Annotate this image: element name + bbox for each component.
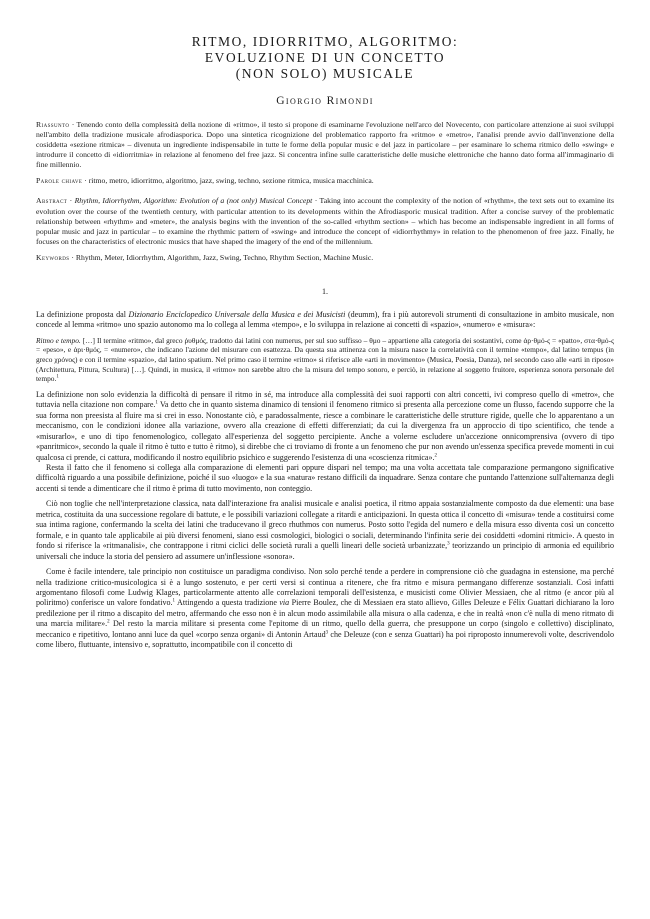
paper-title	[36, 34, 614, 82]
p5-text-d: Del resto la marcia militare si presenta come l'epitome di un ritmo, quello della guerra, che presuppone un corpo (singolo e collettivo) disciplinato, meccanico e ripetitivo, lontano anni luce da quel «corpo senza organi» di Antonin Artaud	[36, 619, 615, 639]
keywords-it-text: ritmo, metro, idiorritmo, algoritmo, jazz, swing, techno, sezione ritmica, musica macchinica.	[88, 176, 374, 186]
p4-text: Ciò non toglie che nell'interpretazione classica, nata dall'interazione fra analisi musicale e analisi poetica, il ritmo appaia sostanzialmente composto da due elementi: una base metrica, costituita da una successione regolare di battute, e le possibili variazioni collegate a ritardi e anticipazioni. In questa ottica il concetto di «misura» tende a costituirsi come sua intima ragione, confermando la scelta dei latini che traducevano il greco rhuthmos con numerus. Posto sotto l'egida del numero e della misura esso diventa così un concetto formale, e in quanto tale applicabile ai più diversi fenomeni, siano essi cosmologici, biologici o sociali, determinando l'infinita serie dei cosiddetti «domini ritmici». A questo in fondo si riferisce la «ritmanalisi», che contrappone i ritmi ciclici delle società rurali a quelli lineari delle società urbanizzate,	[36, 499, 614, 551]
footnote-ref: 2	[434, 452, 438, 458]
title-line-2: EVOLUZIONE DI UN CONCETTO	[204, 50, 446, 65]
abstract-italian: Riassunto · Tenendo conto della complessità della nozione di «ritmo», il testo si propone di esaminarne l'evoluzione nell'arco del Novecento, con particolare attenzione ai suoi sviluppi nell'ambito della tradizione musicale afrodiasporica. Dopo una sintetica ricognizione del problematico rapporto fra «ritmo» e «metro», l'analisi prende avvio dall'invenzione della cosiddetta «sezione ritmica» – divenuta un ingrediente indispensabile in tutte le forme della popular music e del jazz in particolare – per esaminare lo schema ritmico dello «swing» e introdurre il concetto di «idiorritmia» in relazione al fenomeno del free jazz. Si concentra infine sulle caratteristiche delle musiche elettroniche che hanno dato forma all'immaginario di fine millennio.	[36, 120, 615, 170]
p5-text-b: Attingendo a questa tradizione	[177, 598, 277, 608]
paragraph-4	[36, 499, 614, 562]
footnote-ref: 3	[325, 630, 329, 636]
section-number: 1.	[322, 286, 328, 296]
paragraph-5	[36, 567, 614, 651]
p5-text-e: che Deleuze (con e senza Guattari) ha poi riproposto innumerevoli volte, descrivendolo come libero, fluttuante, intensivo e, soprattutto, incompatibile con il concetto di	[36, 629, 614, 650]
abstract-en-text: Taking into account the complexity of the notion of «rhythm», the text sets out to examine its evolution over the course of the twentieth century, with particular attention to its developments within the Afrodiasporic musical tradition. After a concise survey of the problematic relationship between «rhythm» and «meter», the analysis begins with the invention of the so-called «rhythm section» – which has become an indispensable ingredient in all forms of popular music and jazz in particular – to examine the rhythmic pattern of «swing» and introduce the concept of «idiorrhythmy» in relation to the phenomenon of free jazz. Finally, he focuses on the characteristics of electronic musics that have shaped the imagery of the end of the millennium.	[36, 196, 615, 246]
abstract-english: Abstract · Rhythm, Idiorrhythm, Algorithm: Evolution of a (not only) Musical Concept · Taking into account the complexity of the notion of «rhythm», the text sets out to examine its evolution over the course of the twentieth century, with particular attention to its developments within the Afrodiasporic musical tradition. After a concise survey of the problematic relationship between «rhythm» and «meter», the analysis begins with the invention of the so-called «rhythm section» – which has become an indispensable ingredient in all forms of popular music and jazz in particular – to examine the rhythmic pattern of «swing» and introduce the concept of «idiorrhythmy» in relation to the phenomenon of free jazz. Finally, he focuses on the characteristics of electronic musics that have shaped the imagery of the end of the millennium.	[36, 196, 615, 246]
abstract-en-title: Rhythm, Idiorrhythm, Algorithm: Evolution of a (not only) Musical Concept	[74, 196, 313, 206]
abstract-en-label: Abstract	[36, 196, 68, 206]
author-name: Giorgio Rimondi	[276, 95, 374, 107]
footnote-ref: 1	[155, 400, 158, 406]
keywords-english: Keywords · Rhythm, Meter, Idiorrhythm, Algorithm, Jazz, Swing, Techno, Rhythm Section, Machine Music.	[36, 252, 374, 262]
footnote-ref: 2	[107, 619, 110, 625]
footnote-ref: 1	[56, 374, 59, 380]
quote-lead: Ritmo e tempo.	[36, 335, 81, 345]
p4-rest: teorizzando un principio di armonia ed equilibrio universali che induce la storia del pensiero ad assumere un'inflessione «sonora».	[36, 541, 614, 561]
p1-text-c: (deumm), fra i più autorevoli strumenti di consultazione in ambito musicale, non concede al lemma «ritmo» uno spazio autonomo ma lo collega al lemma «tempo», e lo sviluppa in relazione ai concetti di «spazio», «numero» e «misura»:	[36, 309, 614, 330]
keywords-italian: Parole chiave · ritmo, metro, idiorritmo, algoritmo, jazz, swing, techno, sezione ritmica, musica macchinica.	[36, 176, 374, 186]
abstract-it-label: Riassunto	[36, 120, 70, 129]
title-line-3: (NON SOLO) MUSICALE	[235, 66, 415, 81]
footnote-ref: 3	[447, 541, 450, 547]
paragraph-3: Resta il fatto che il fenomeno si collega alla comparazione di elementi pari oppure dispari nel tempo; ma una volta accettata tale comparazione permangono significative difficoltà riguardo a una possibile definizione, poiché il suo «luogo» e la sua «natura» restano difficili da inquadrare. Senza contare che puntando l'attenzione sull'alternanza degli accenti si tende a dimenticare che il ritmo è prima di tutto movimento, non conteggio.	[36, 462, 614, 493]
keywords-en-label: Keywords	[36, 252, 70, 262]
p1-dictionary-title: Dizionario Enciclopedico Universale della Musica e dei Musicisti	[128, 309, 346, 319]
p5-via: via	[279, 598, 290, 608]
abstract-it-text: Tenendo conto della complessità della nozione di «ritmo», il testo si propone di esaminarne l'evoluzione nell'arco del Novecento, con particolare attenzione ai suoi sviluppi nell'ambito della tradizione musicale afrodiasporica. Dopo una sintetica ricognizione del problematico rapporto fra «ritmo» e «metro», l'analisi prende avvio dall'invenzione della cosiddetta «sezione ritmica» – divenuta un ingrediente indispensabile in tutte le forme della popular music e del jazz in particolare – per esaminare lo schema ritmico dello «swing» e introdurre il concetto di «idiorritmia» in relazione al fenomeno del free jazz. Si concentra infine sulle caratteristiche delle musiche elettroniche che hanno dato forma all'immaginario di fine millennio.	[36, 120, 615, 170]
p5-text-a: Come è facile intendere, tale principio non costituisce un paradigma condiviso. Non solo perché tende a perdere in comprensione ciò che guadagna in estensione, ma perché nella tradizione critico-musicologica si è a lungo sostenuto, e per certi versi si continua a ritenere, che fra ritmo e misura permangano differenze sostanziali. Così infatti argomentano filosofi come Ludwig Klages, particolarmente attento alle correlazioni temporali dell'esistenza, e musicisti come Olivier Messiaen, che al ritmo (e ancor più al poliritmo) conferisce un valore fondativo.	[36, 567, 614, 608]
paragraph-2	[36, 390, 614, 463]
keywords-it-label: Parole chiave	[36, 176, 83, 186]
p2-text: La definizione non solo evidenzia la difficoltà di pensare il ritmo in sé, ma introduce alla complessità dei suoi rapporti con altri concetti, ivi compreso quello di «metro», che tuttavia nella citazione non compare.	[36, 389, 614, 410]
p2-rest: Va detto che in quanto sistema dinamico di tensioni il fenomeno ritmico si presenta alla percezione come un flusso, facendo supporre che la sua forma non preesista al fluire ma si crei in esso. Nonostante ciò, e paradossalmente, riesce a combinare le caratteristiche delle strutture rigide, quelle che lo apparentano a un meccanismo, con le condizioni idonee alla variazione, ovvero alla creazione di effetti differenziati; da cui la divergenza fra un approccio di tipo scientifico, che tende a «misurarlo», e uno di tipo fenomenologico, collegato all'esperienza del soggetto percipiente. Anche a volerne escludere un'accezione onnicomprensiva (ovvero di tipo «panritmico», secondo la quale il ritmo è tutto e tutto è ritmo), si direbbe che ci troviamo di fronte a un fenomeno che pur non avendo un'essenza specifica prevede momenti in cui qualcosa ci prende, ci cattura, modificando il nostro equilibrio psichico e suggerendo l'esistenza di una «coscienza ritmica».	[36, 400, 615, 462]
keywords-en-text: Rhythm, Meter, Idiorrhythm, Algorithm, Jazz, Swing, Techno, Rhythm Section, Machine Music.	[75, 252, 374, 262]
block-quote	[36, 336, 614, 384]
p1-text-a: La definizione proposta dal	[36, 309, 126, 319]
paragraph-1	[36, 310, 614, 331]
title-line-1: RITMO, IDIORRITMO, ALGORITMO:	[191, 34, 459, 49]
footnote-ref: 1	[172, 598, 176, 604]
quote-text: […] Il termine «ritmo», dal greco ῥυθμός, tradotto dai latini con numerus, per sul suo suffisso – θμο – appartiene alla categoria dei sostantivi, come ἀρ·θμό-ς = «patto», στα·θμό-ς = «peso», e ἀρι·θμός, = «numero», che indicano l'azione del misurare con esattezza. Da questa sua attinenza con la misura nasce la correlatività con il termine «tempo», dal latino tempus (in greco χρόνος) e con il termine «spazio», dal latino spatium. Nel primo caso il termine «ritmo» si riferisce alle «arti in movimento» (Musica, Poesia, Danza), nel secondo caso alle «arti in riposo» (Architettura, Pittura, Scultura) […]. Quindi, in musica, il «ritmo» non sarebbe altro che la misura del tempo sonoro, e perciò, in relazione al soggetto fruitore, esperienza sonora personale del tempo.	[36, 335, 614, 384]
p5-text-c: Pierre Boulez, che di Messiaen era stato allievo, Gilles Deleuze e Félix Guattari dichiarano la loro predilezione per il ritmo a discapito del metro, affermando che esso non è in alcun modo assimilabile alla misura o alla cadenza, e che in realtà «non c'è nulla di meno ritmato di una marcia militare».	[36, 598, 614, 629]
